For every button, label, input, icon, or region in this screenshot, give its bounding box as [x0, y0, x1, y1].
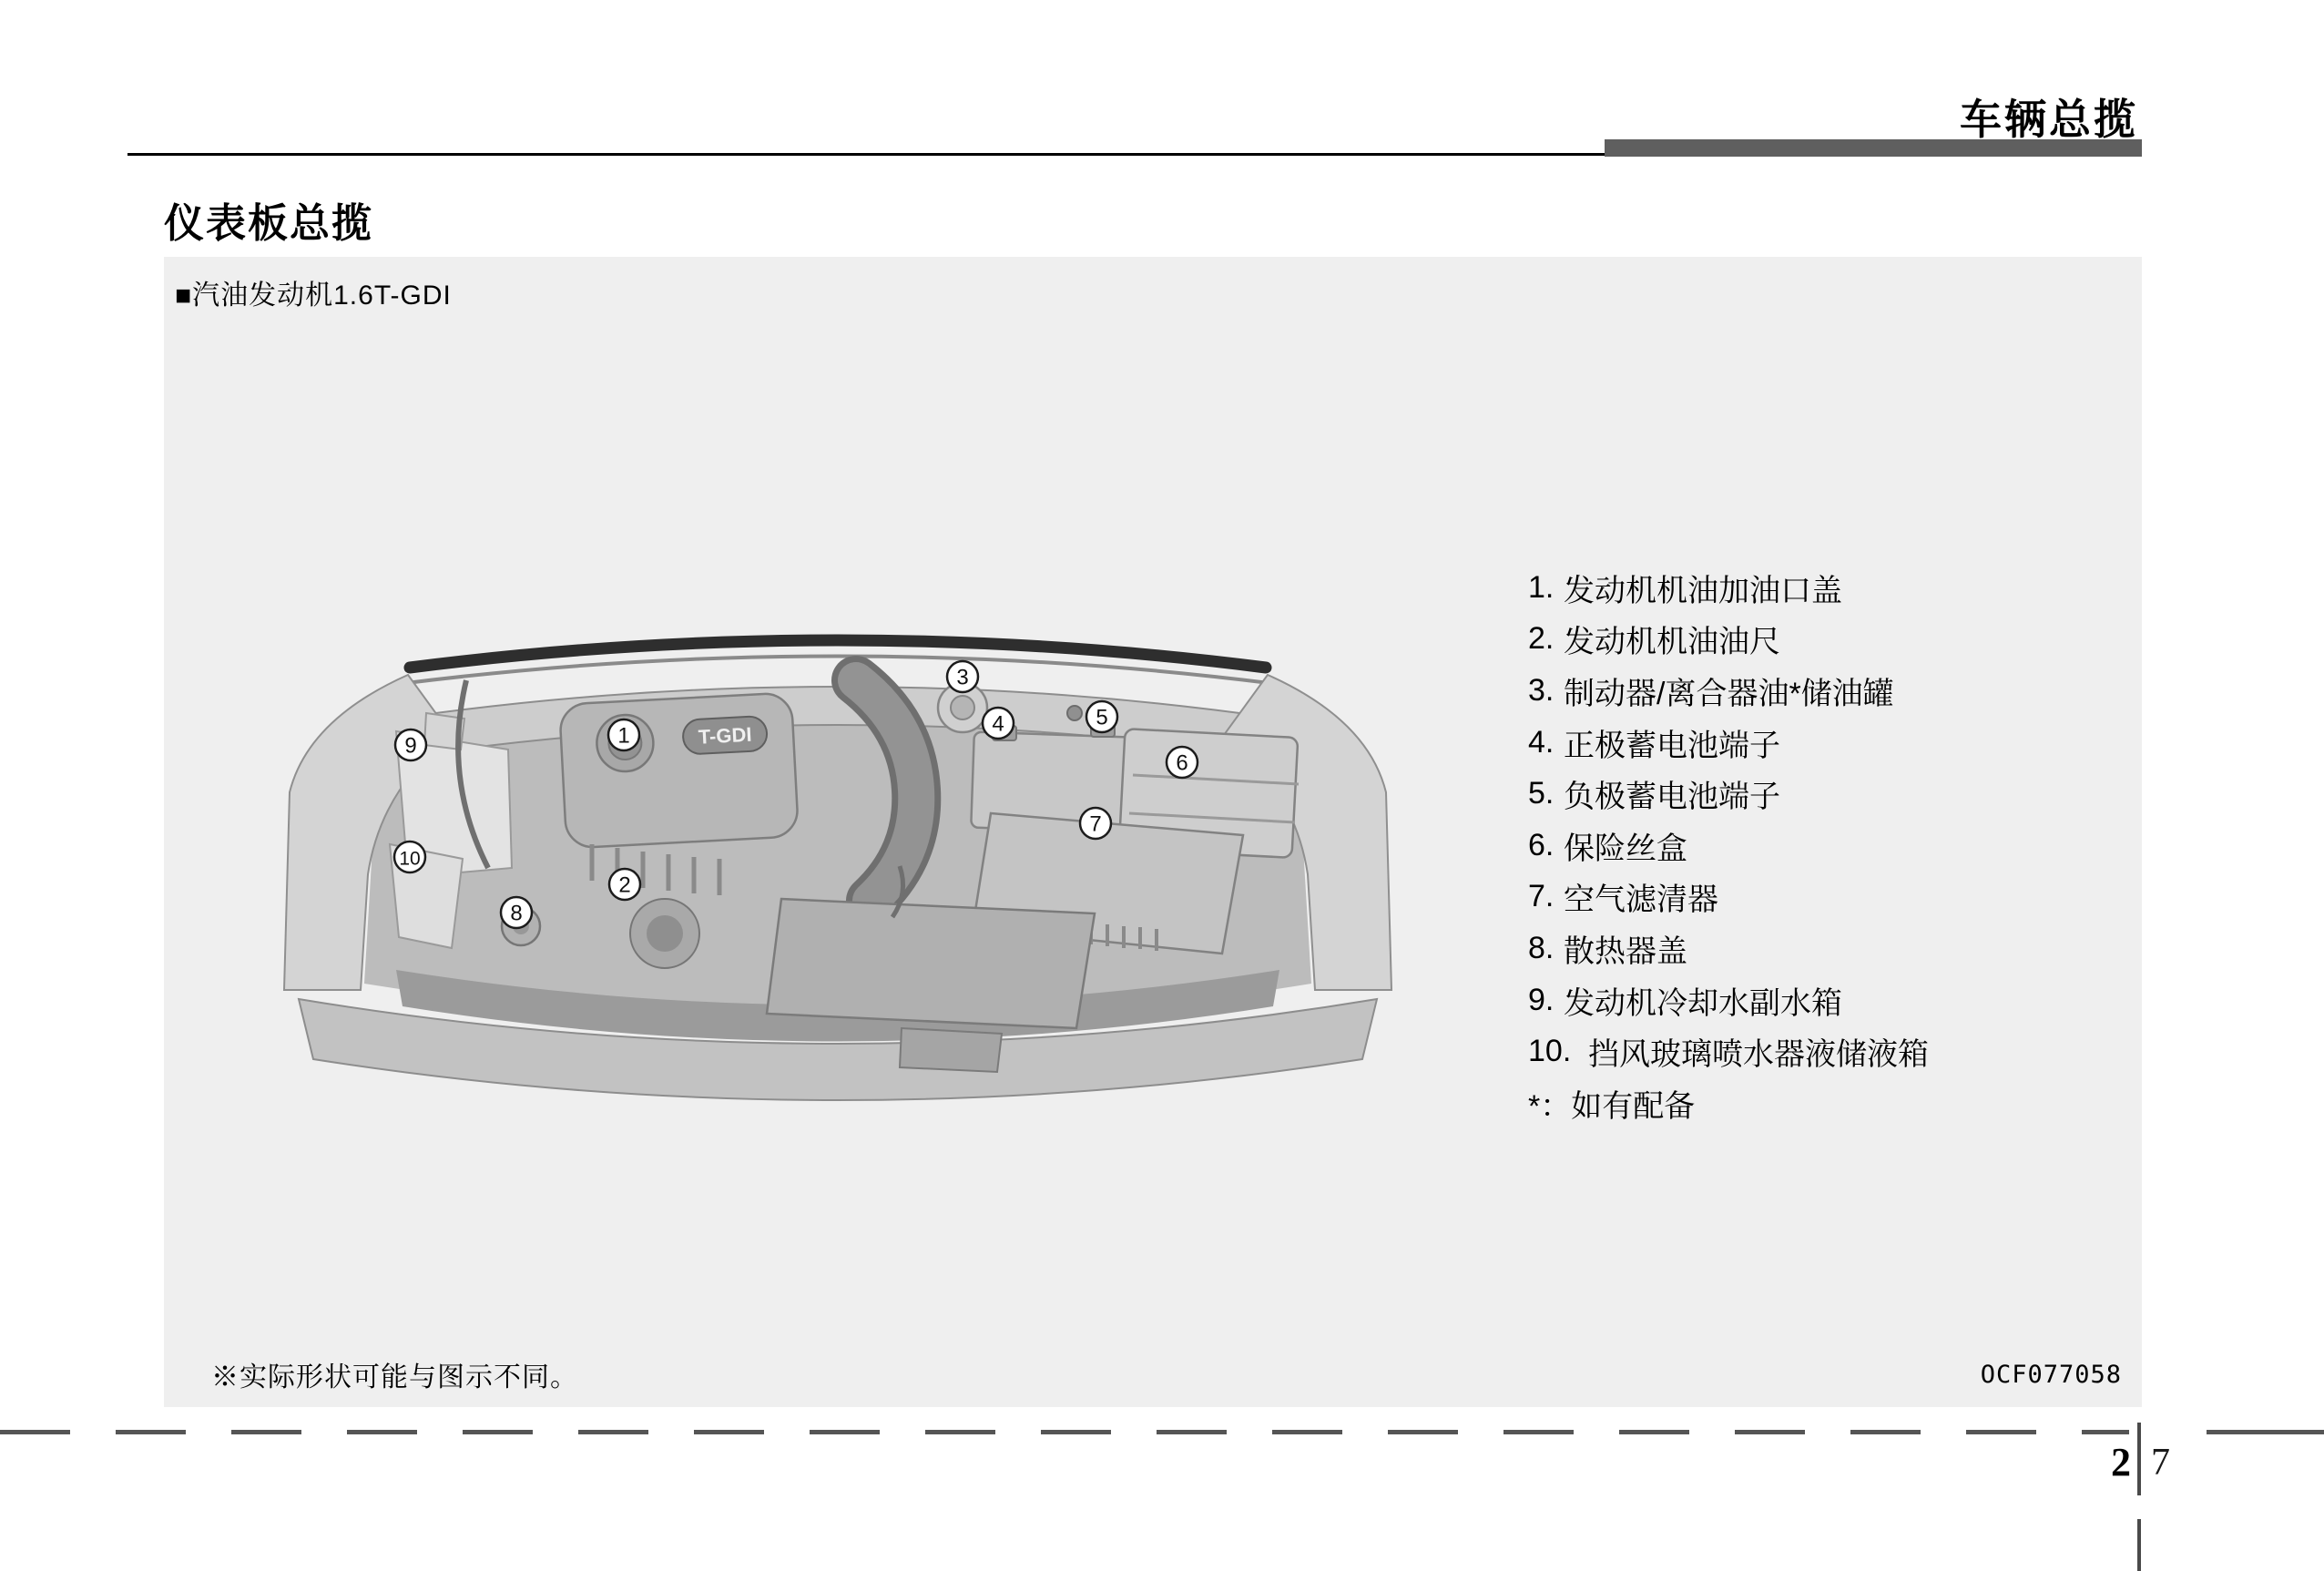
parts-list-item-label: 保险丝盒: [1564, 831, 1687, 866]
parts-list-item: [1528, 665, 1929, 717]
section-title: 车辆总揽: [1960, 96, 2138, 143]
parts-list-item: [1528, 974, 1929, 1026]
parts-list-item-number: 8.: [1528, 930, 1554, 965]
parts-list-item-label: 负极蓄电池端子: [1564, 780, 1780, 815]
callout-7: [1080, 808, 1111, 839]
parts-list-item: [1528, 717, 1929, 769]
svg-text:9: 9: [404, 733, 417, 759]
engine-bay-art: [284, 640, 1391, 1100]
callout-2: [609, 869, 640, 900]
parts-list-item-label: 发动机机油加油口盖: [1564, 573, 1842, 608]
callout-3: [947, 661, 978, 692]
callout-6: [1167, 747, 1198, 778]
parts-list-item-label: 发动机机油油尺: [1564, 625, 1780, 660]
svg-text:6: 6: [1176, 750, 1188, 776]
parts-list-item-number: 7.: [1528, 879, 1554, 914]
callout-8: [501, 897, 532, 928]
figure-code: OCF077058: [1980, 1361, 2122, 1389]
figure-note: ※实际形状可能与图示不同。: [211, 1362, 578, 1392]
callout-10: [394, 842, 425, 872]
parts-list-item: [1528, 768, 1929, 820]
parts-list-item-number: 10.: [1528, 1034, 1572, 1069]
parts-list-item: [1528, 820, 1929, 872]
engine-bay-illustration: [273, 597, 1402, 1107]
parts-list-item-number: 4.: [1528, 724, 1554, 760]
footer-divider-line-lower: [2137, 1519, 2141, 1571]
footer-divider-line: [2137, 1423, 2141, 1495]
parts-list-item: [1528, 1025, 1929, 1077]
callout-1: [608, 719, 639, 750]
footer-dashed-rule-left: [0, 1430, 2129, 1434]
parts-list-item-number: 3.: [1528, 672, 1554, 708]
parts-list-item-label: 挡风玻璃喷水器液储液箱: [1588, 1037, 1929, 1073]
parts-list-item-number: 6.: [1528, 827, 1554, 862]
front-air-duct: [767, 899, 1095, 1028]
parts-list-item-number: 5.: [1528, 776, 1554, 811]
svg-text:1: 1: [617, 723, 630, 749]
svg-text:8: 8: [510, 901, 523, 926]
asterisk-note: *：如有配备: [1528, 1088, 1696, 1124]
parts-list-item: [1528, 872, 1929, 923]
callout-9: [395, 729, 426, 760]
footer-dashed-rule-right: [2207, 1430, 2324, 1434]
parts-list-item: [1528, 562, 1929, 614]
callout-4: [983, 708, 1014, 739]
svg-text:7: 7: [1089, 811, 1102, 837]
page-title: 仪表板总揽: [164, 201, 373, 246]
parts-list-item: [1528, 923, 1929, 974]
svg-text:10: 10: [399, 848, 421, 870]
parts-list-item-label: 散热器盖: [1564, 933, 1687, 969]
parts-list-item-label: 空气滤清器: [1564, 882, 1718, 918]
parts-list-item-number: 2.: [1528, 621, 1554, 657]
chapter-number: 2: [2111, 1440, 2131, 1484]
parts-list-item: [1528, 614, 1929, 666]
weatherstrip: [410, 640, 1266, 668]
svg-text:2: 2: [618, 872, 631, 898]
svg-text:3: 3: [956, 665, 969, 690]
parts-list-item-number: 9.: [1528, 982, 1554, 1017]
parts-list: [1528, 562, 1929, 1129]
callout-5: [1086, 701, 1117, 732]
parts-list-item-label: 制动器/离合器油*储油罐: [1564, 676, 1894, 711]
parts-list-item-label: 发动机冷却水副水箱: [1564, 985, 1842, 1021]
engine-cover: [559, 692, 799, 848]
svg-text:4: 4: [992, 711, 1004, 737]
parts-list-item-label: 正极蓄电池端子: [1564, 728, 1780, 763]
svg-text:5: 5: [1096, 705, 1108, 730]
page-number: 7: [2151, 1442, 2170, 1484]
parts-list-item-number: 1.: [1528, 569, 1554, 605]
engine-badge-text: T-GDI: [698, 722, 753, 749]
engine-variant-label: ■汽油发动机1.6T-GDI: [175, 281, 452, 311]
